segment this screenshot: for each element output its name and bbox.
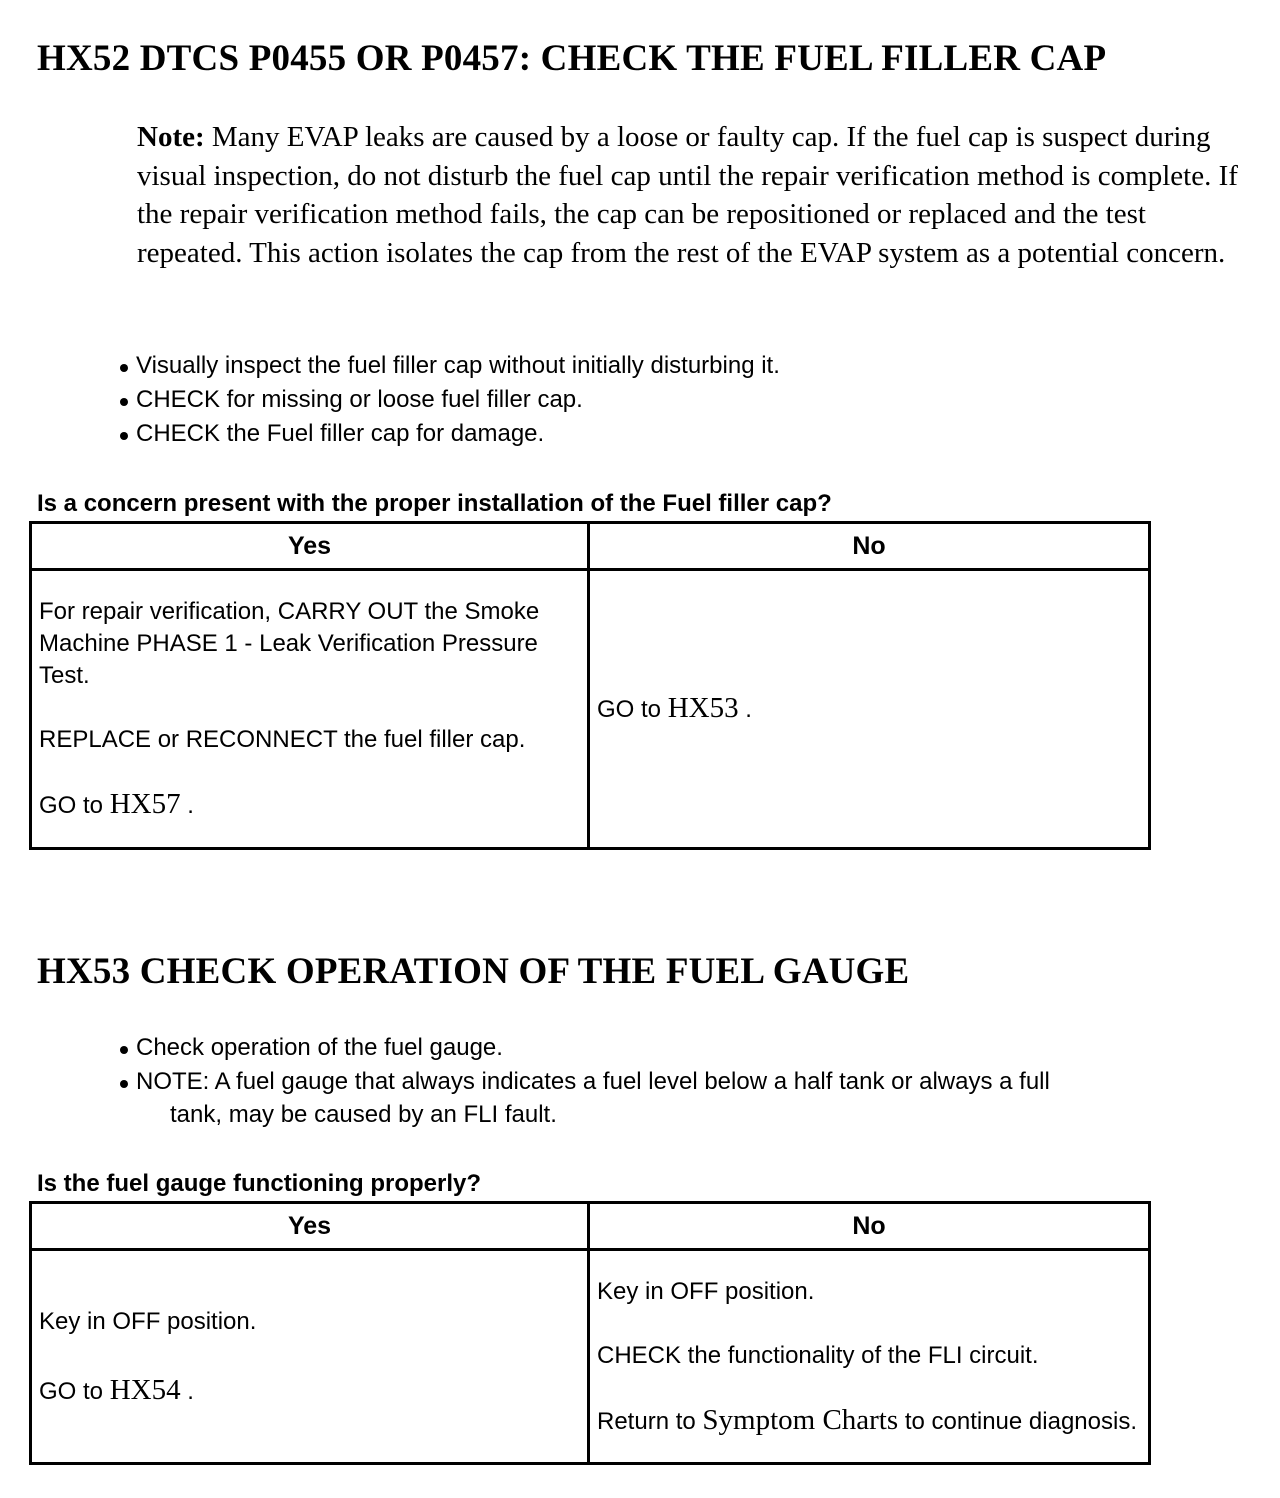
note-line-2: tank, may be caused by an FLI fault. [170, 1101, 557, 1128]
list-item: Visually inspect the fuel filler cap without initially disturbing it. [118, 349, 780, 383]
yes-header: Yes [31, 1203, 589, 1250]
note-line-1: NOTE: A fuel gauge that always indicates a fuel level below a half tank or always a full [136, 1068, 1050, 1095]
section-title-hx53: HX53 CHECK OPERATION OF THE FUEL GAUGE [37, 951, 910, 992]
no-step-2: CHECK the functionality of the FLI circuit. [597, 1341, 1039, 1369]
symptom-charts-link[interactable]: Symptom Charts [702, 1403, 899, 1436]
list-item [118, 1065, 1050, 1131]
note-label: Note: [137, 121, 205, 153]
yes-cell [31, 1250, 589, 1464]
no-goto [597, 692, 1148, 726]
list-item: Check operation of the fuel gauge. [118, 1031, 1050, 1065]
no-cell [589, 1250, 1150, 1464]
yes-goto [39, 1374, 587, 1408]
list-item: CHECK for missing or loose fuel filler cap. [118, 383, 780, 417]
goto-suffix: . [187, 792, 194, 819]
goto-suffix: . [187, 1377, 194, 1405]
goto-suffix: . [745, 696, 752, 723]
gauge-check-list [118, 1031, 1050, 1131]
yes-step-1: Key in OFF position. [39, 1307, 257, 1335]
no-cell [589, 570, 1150, 849]
goto-prefix: GO to [39, 1377, 104, 1405]
no-header: No [589, 1203, 1150, 1250]
decision-table-hx53 [29, 1201, 1151, 1465]
question-hx52: Is a concern present with the proper installation of the Fuel filler cap? [37, 490, 832, 517]
note-paragraph [137, 118, 1257, 272]
list-item: CHECK the Fuel filler cap for damage. [118, 417, 780, 451]
inspection-list [118, 349, 780, 451]
yes-step-2: REPLACE or RECONNECT the fuel filler cap. [39, 726, 526, 753]
yes-step-1: For repair verification, CARRY OUT the Smoke Machine PHASE 1 - Leak Verification Pressure Test. [39, 598, 540, 689]
decision-table-hx52 [29, 521, 1151, 850]
no-step-1: Key in OFF position. [597, 1277, 815, 1305]
goto-link-hx54[interactable]: HX54 [109, 1373, 181, 1406]
no-header: No [589, 523, 1150, 570]
no-step-3 [597, 1404, 1148, 1438]
goto-link-hx57[interactable]: HX57 [109, 788, 181, 820]
note-text: Many EVAP leaks are caused by a loose or faulty cap. If the fuel cap is suspect during visual inspection, do not disturb the fuel cap until the repair verification method is complete. If the repair verification method fails, the cap can be repositioned or replaced and the test repeated. This action isolates the cap from the rest of the EVAP system as a potential concern. [137, 121, 1238, 269]
return-suffix: to continue diagnosis. [904, 1407, 1137, 1435]
return-prefix: Return to [597, 1407, 696, 1435]
goto-prefix: GO to [597, 696, 662, 723]
yes-header: Yes [31, 523, 589, 570]
question-hx53: Is the fuel gauge functioning properly? [37, 1170, 482, 1197]
goto-link-hx53[interactable]: HX53 [667, 692, 739, 724]
section-title-hx52: HX52 DTCS P0455 OR P0457: CHECK THE FUEL FILLER CAP [37, 38, 1107, 79]
yes-cell [31, 570, 589, 849]
yes-goto [39, 788, 587, 822]
goto-prefix: GO to [39, 792, 104, 819]
